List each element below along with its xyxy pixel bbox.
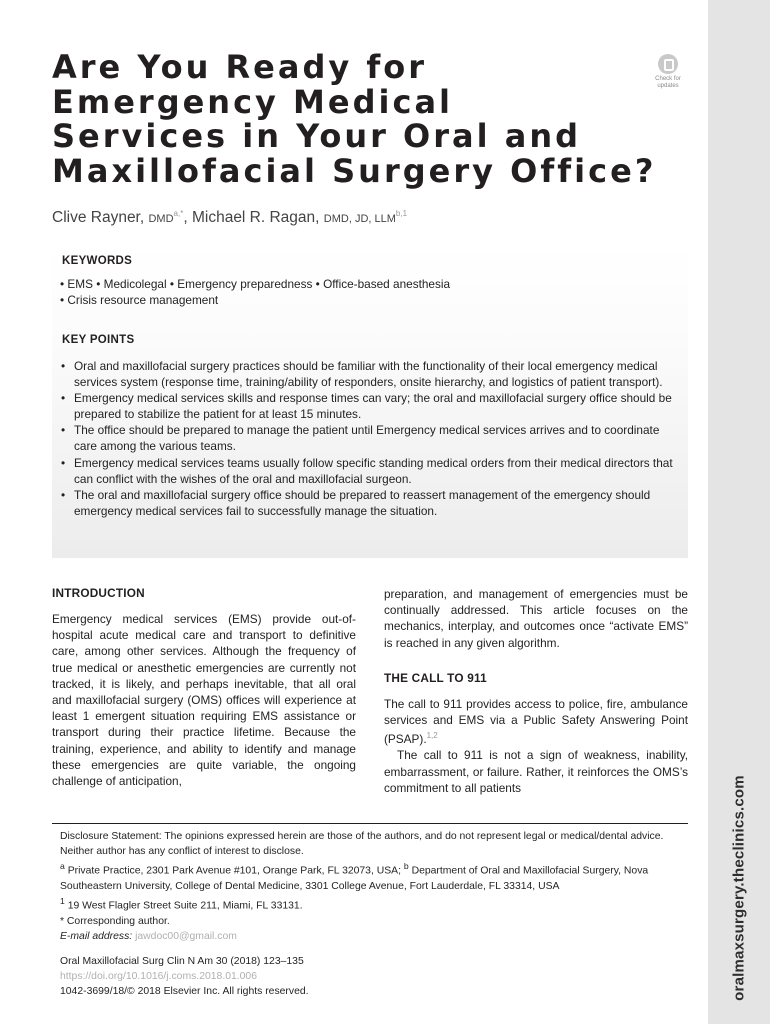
- author-line: [52, 209, 407, 227]
- author-separator: ,: [183, 209, 192, 227]
- check-for-updates-badge[interactable]: [646, 54, 690, 90]
- affiliations: $^a$ Private Practice, 2301 Park Avenue #101, Orange Park, FL 32073, USA; $^b$ Department of Oral and Maxillofacial Surgery, Nova Southeastern University, College of Dental Medicine, 3301 College Avenue, Fort Lauderdale, FL 33314, USA: [60, 861, 649, 893]
- right-column: [384, 586, 688, 796]
- author-degree: DMD, JD, LLM: [323, 213, 396, 226]
- keywords-list-line: • Crisis resource management: [60, 293, 219, 307]
- title-line: Emergency Medical: [52, 82, 453, 121]
- key-points-list: [60, 358, 676, 519]
- key-point-item: • Emergency medical services teams usually follow specific standing medical orders from their medical directors that can conflict with the wishes of the oral and maxillofacial surgeon.: [60, 455, 676, 487]
- introduction-paragraph: Emergency medical services (EMS) provide out-of-hospital acute medical care and transport to definitive care, among other services. Although the frequency of true medical or anesthetic emergencies are currently not tracked, it is likely, and perhaps inevitable, that all oral and maxillofacial surgery (OMS) offices will experience at least 1 emergent situation requiring EMS assistance or transport during their practice lifetime. Because the training, experience, and ability to identify and manage these emergencies are quite variable, the ongoing challenge of anticipation,: [52, 612, 356, 789]
- footnote-divider: [52, 823, 688, 824]
- call-to-911-paragraph: The call to 911 provides access to police, fire, ambulance services and EMS via a Public Safety Answering Point (PSAP).$^{1,2}$: [384, 696, 688, 747]
- author-affiliation-mark: a,*: [173, 209, 184, 218]
- article-title: [52, 50, 656, 188]
- bookmark-icon: [658, 54, 678, 74]
- email-link[interactable]: jawdoc00@gmail.com: [135, 931, 237, 943]
- doi-link[interactable]: https://doi.org/10.1016/j.coms.2018.01.006: [60, 971, 257, 983]
- key-point-item: • The oral and maxillofacial surgery office should be prepared to reassert management of the emergency should emergency medical services fail to successfully manage the situation.: [60, 487, 676, 519]
- email-line: [60, 929, 688, 944]
- call-to-911-heading: THE CALL TO 911: [384, 670, 487, 685]
- keywords-list-line: • EMS • Medicolegal • Emergency preparedness • Office-based anesthesia: [60, 277, 451, 291]
- title-line: Services in Your Oral and: [52, 117, 581, 155]
- email-label: E-mail address:: [60, 931, 133, 943]
- key-point-item: • Oral and maxillofacial surgery practices should be familiar with the functionality of their local emergency medical services system (response time, training/ability of responders, onsite hierarchy, and logistics of patient transport).: [60, 358, 676, 390]
- badge-label: Check for updates: [655, 76, 681, 89]
- introduction-heading: INTRODUCTION: [52, 586, 145, 600]
- affiliation-1: $^1$ 19 West Flagler Street Suite 211, Miami, FL 33131.: [60, 896, 303, 912]
- left-column: [52, 586, 356, 789]
- title-line: Maxillofacial Surgery Office?: [52, 151, 657, 190]
- author-name: Michael R. Ragan,: [191, 209, 324, 227]
- author-degree: DMD: [148, 213, 174, 226]
- key-points-heading: KEY POINTS: [62, 334, 135, 346]
- call-to-911-paragraph: The call to 911 is not a sign of weakness, inability, embarrassment, or failure. Rather, it reinforces the OMS’s commitment to all patients: [384, 748, 688, 795]
- author-affiliation-mark: b,1: [395, 209, 408, 218]
- keywords-heading: KEYWORDS: [62, 255, 133, 267]
- citation-reference[interactable]: 1,2: [426, 731, 438, 741]
- footnotes: [60, 829, 688, 944]
- journal-website-label: oralmaxsurgery.theclinics.com: [730, 775, 748, 1001]
- disclosure-statement: Disclosure Statement: The opinions expressed herein are those of the authors, and do not represent legal or medical/dental advice. Neither author has any conflict of interest to disclose.: [60, 831, 664, 858]
- introduction-paragraph-continued: preparation, and management of emergencies must be continually addressed. This article focuses on the mechanics, interplay, and outcomes once “activate EMS” is reached in any given algorithm.: [384, 587, 688, 650]
- journal-citation: Oral Maxillofacial Surg Clin N Am 30 (2018) 123–135: [60, 956, 304, 967]
- title-line: Are You Ready for: [52, 48, 428, 86]
- key-point-item: • Emergency medical services skills and response times can vary; the oral and maxillofacial surgery office should be prepared to stabilize the patient for at least 15 minutes.: [60, 390, 676, 422]
- corresponding-author: * Corresponding author.: [60, 915, 170, 927]
- citation-block: [60, 954, 688, 1000]
- author-name: Clive Rayner,: [52, 209, 149, 227]
- keywords-keypoints-box: [52, 244, 688, 558]
- key-point-item: • The office should be prepared to manage the patient until Emergency medical services arrives and to coordinate care among the various teams.: [60, 422, 676, 454]
- copyright-line: 1042-3699/18/© 2018 Elsevier Inc. All rights reserved.: [60, 986, 309, 998]
